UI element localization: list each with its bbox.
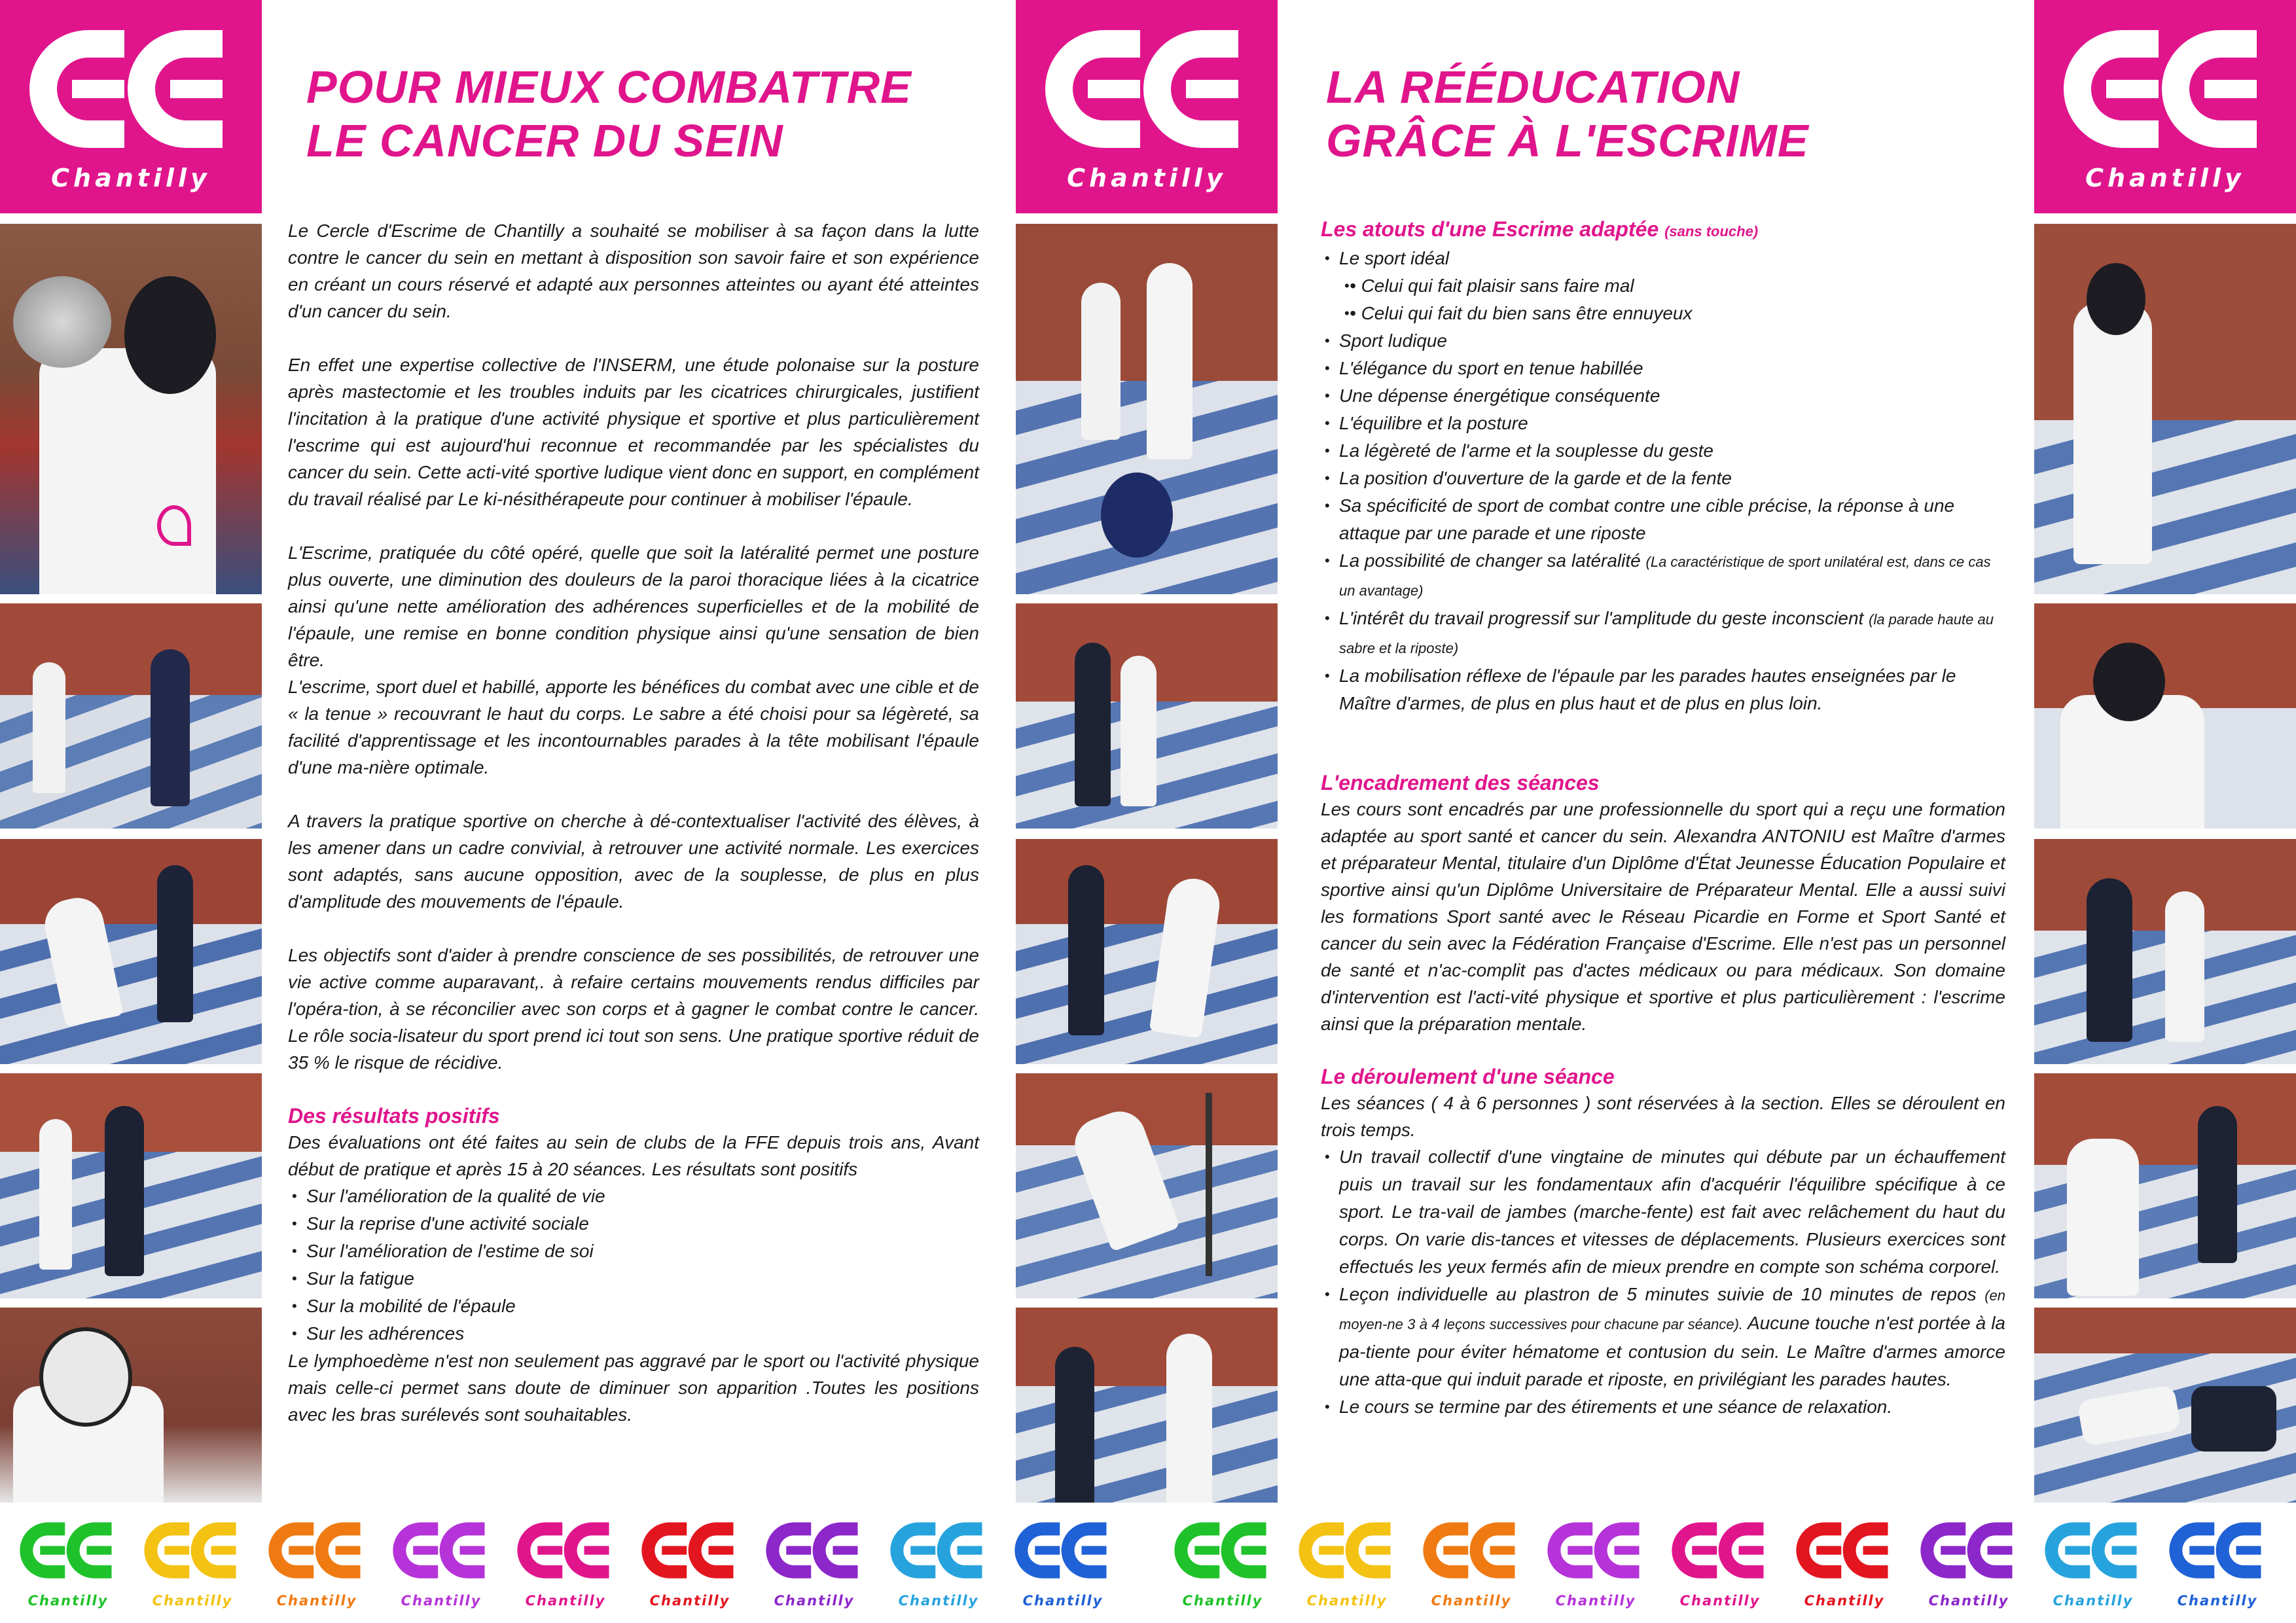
ce-logo-icon <box>267 1512 367 1589</box>
list-item: • La légèreté de l'arme et la souplesse du geste <box>1321 437 2005 465</box>
encadrement-paragraph: Les cours sont encadrés par une professionnelle du sport qui a reçu une formation adaptée au sport santé et cancer du sein. Alexandra ANTONIU est Maître d'armes et préparateur Mental, titulaire d'un Diplôme d'État Jeunesse Éducation Populaire et sportive ainsi qu'un Diplôme Universitaire de Préparateur Mental. Elle a aussi suivi les formations Sport santé avec le Réseau Picardie en Forme et Sport Santé et cancer du sein avec la Fédération Française d'Escrime. Elle n'est pas un personnel de santé et n'ac-complit pas d'actes médicaux ou para médicaux. Son domaine d'intervention est l'acti-vité physique et sportive et plus particulièrement : l'escrime ainsi que la préparation mentale. <box>1321 799 2005 1034</box>
atouts-list <box>1321 245 2005 717</box>
list-item: • Sport ludique <box>1321 327 2005 355</box>
deroulement-intro: Les séances ( 4 à 6 personnes ) sont réservées à la section. Elles se déroulent en trois temps. <box>1321 1093 2005 1140</box>
deroulement-heading: Le déroulement d'une séance <box>1321 1065 1615 1088</box>
list-subitem-text: • Celui qui fait du bien sans être ennuyeux <box>1350 303 1693 323</box>
ce-logo-icon <box>1173 1512 1272 1589</box>
bottom-logo-wordmark: Chantilly <box>774 1593 855 1609</box>
list-item: • L'élégance du sport en tenue habillée <box>1321 355 2005 382</box>
bottom-logo-wordmark: Chantilly <box>1182 1593 1263 1609</box>
right-page-title <box>1326 60 2013 168</box>
bottom-logo <box>1662 1512 1778 1616</box>
left-photo-strip <box>0 0 262 1503</box>
left-title-line-1: POUR MIEUX COMBATTRE <box>306 62 912 113</box>
left-title-line-2: LE CANCER DU SEIN <box>306 115 783 166</box>
logo-wordmark: Chantilly <box>51 164 211 192</box>
bottom-logo <box>135 1512 250 1616</box>
results-intro: Des évaluations ont été faites au sein de clubs de la FFE depuis trois ans, Avant début de pratique et après 15 à 20 séances. Les résultats sont positifs <box>288 1132 979 1179</box>
left-page-title <box>306 60 1000 168</box>
list-item: • Sur les adhérences <box>288 1320 979 1347</box>
practice-paragraph: A travers la pratique sportive on cherche à dé-contextualiser l'activité des élèves, à les amener dans un cadre convivial, à retrouver une activité normale. Les exercices sont adaptés, sans aucune opposition, avec de la souplesse, de plus en plus d'amplitude des mouvements de l'épaule. <box>288 811 979 912</box>
bottom-logo <box>632 1512 747 1616</box>
bottom-logo-wordmark: Chantilly <box>1431 1593 1512 1609</box>
list-item: • Sur la fatigue <box>288 1265 979 1293</box>
atouts-heading <box>1321 216 2005 245</box>
club-logo <box>2034 0 2296 213</box>
photo-fencer-parry <box>2034 603 2296 829</box>
bottom-logo <box>259 1512 374 1616</box>
photo-stretching-2 <box>2034 1308 2296 1503</box>
ce-logo-icon <box>18 1512 118 1589</box>
bottom-logo-wordmark: Chantilly <box>1555 1593 1636 1609</box>
bottom-logo <box>881 1512 996 1616</box>
ce-logo-icon <box>1919 1512 2018 1589</box>
ce-logo-icon <box>2168 1512 2267 1589</box>
bottom-logo-wordmark: Chantilly <box>2053 1593 2134 1609</box>
photo-class-6 <box>1016 839 1278 1064</box>
ce-logo-icon <box>2043 1512 2143 1589</box>
ce-logo-icon <box>764 1512 864 1589</box>
ce-logo-icon <box>1795 1512 1894 1589</box>
ce-logo-icon <box>1670 1512 1770 1589</box>
middle-photo-strip <box>1016 0 1278 1503</box>
photo-class-3 <box>0 1073 262 1298</box>
right-title-line-1: LA RÉÉDUCATION <box>1326 62 1740 113</box>
list-subitem <box>1321 300 2005 327</box>
list-item: • Le sport idéal <box>1321 245 2005 272</box>
bottom-logo <box>2036 1512 2151 1616</box>
results-heading: Des résultats positifs <box>288 1104 500 1128</box>
ce-logo-icon <box>1422 1512 1521 1589</box>
ce-logo-icon <box>1042 24 1251 154</box>
list-item-note: (La caractéristique de sport unilatéral est, dans ce cas un avantage) <box>1339 554 1991 599</box>
list-subitem <box>1321 272 2005 300</box>
photo-class-8 <box>1016 1308 1278 1503</box>
sabre-paragraph: L'escrime, sport duel et habillé, apporte les bénéfices du combat avec une cible et de « la tenue » recouvrant le haut du corps. Le sabre a été choisi pour sa légèreté, sa facilité d'apprentissage et les incontournables parades à la tête mobilisant l'épaule d'une ma-nière optimale. <box>288 677 979 777</box>
bottom-logo-wordmark: Chantilly <box>649 1593 730 1609</box>
list-item <box>1321 605 2005 662</box>
bottom-logo-wordmark: Chantilly <box>1928 1593 2009 1609</box>
ce-logo-icon <box>391 1512 491 1589</box>
list-item: • Sur l'amélioration de l'estime de soi <box>288 1238 979 1265</box>
bottom-logo-wordmark: Chantilly <box>525 1593 606 1609</box>
list-item <box>1321 1281 2005 1393</box>
intro-paragraph: Le Cercle d'Escrime de Chantilly a souhaité se mobiliser à sa façon dans la lutte contre le cancer du sein en mettant à disposition son savoir faire et son expérience en créant un cours réservé et adapté aux personnes atteintes ou ayant été atteintes d'un cancer du sein. <box>288 221 979 321</box>
list-item: • La mobilisation réflexe de l'épaule par les parades hautes enseignées par le Maître d'armes, de plus en plus haut et de plus en plus loin. <box>1321 662 2005 717</box>
bottom-logo <box>1005 1512 1121 1616</box>
encadrement-heading: L'encadrement des séances <box>1321 771 1600 794</box>
bottom-logo-wordmark: Chantilly <box>1306 1593 1388 1609</box>
right-title-line-2: GRÂCE À L'ESCRIME <box>1326 115 1809 166</box>
ce-logo-icon <box>1013 1512 1113 1589</box>
ce-logo-icon <box>889 1512 988 1589</box>
photo-class-9 <box>2034 839 2296 1064</box>
bottom-logo <box>1538 1512 1653 1616</box>
bottom-logo <box>1289 1512 1405 1616</box>
ce-logo-icon <box>1297 1512 1397 1589</box>
list-item-text: La possibilité de changer sa latéralité <box>1339 550 1641 571</box>
lymphoedeme-paragraph: Le lymphoedème n'est non seulement pas aggravé par le sport ou l'activité physique mais celle-ci permet sans doute de diminuer son apparition .Toutes les positions avec les bras surélevés sont souhaitables. <box>288 1351 979 1425</box>
photo-class-7 <box>1016 1073 1278 1298</box>
list-item: • Un travail collectif d'une vingtaine de minutes qui débute par un échauffement puis un travail sur les fondamentaux afin d'acquérir l'équilibre spécifique à ce sport. Le tra-vail de jambes (marche-fente) est fait avec relâchement du haut du corps. On varie dis-tances et vitesses de déplacements. Plusieurs exercices sont effectués les yeux fermés afin de mieux prendre en compte son schéma corporel. <box>1321 1143 2005 1281</box>
bottom-logo-wordmark: Chantilly <box>27 1593 109 1609</box>
list-item: • La position d'ouverture de la garde et de la fente <box>1321 465 2005 492</box>
photo-class-1 <box>0 603 262 829</box>
list-item: • Sur l'amélioration de la qualité de vie <box>288 1183 979 1210</box>
bottom-logo-wordmark: Chantilly <box>2177 1593 2258 1609</box>
bottom-logo-wordmark: Chantilly <box>276 1593 357 1609</box>
objectives-paragraph: Les objectifs sont d'aider à prendre conscience de ses possibilités, de retrouver une vie active comme auparavant,. à refaire certains mouvements rendus difficiles par l'opéra-tion, à se réconcilier avec son corps et à gagner le combat contre le cancer. Le rôle socia-lisateur du sport prend ici tout son sens. Une pratique sportive réduit de 35 % le risque de récidive. <box>288 945 979 1073</box>
bottom-logo-wordmark: Chantilly <box>401 1593 482 1609</box>
ce-logo-icon <box>26 24 236 154</box>
bottom-logo <box>10 1512 126 1616</box>
list-item <box>1321 547 2005 605</box>
ce-logo-icon <box>2060 24 2270 154</box>
bottom-logo <box>2160 1512 2275 1616</box>
bottom-logo-wordmark: Chantilly <box>1679 1593 1761 1609</box>
logo-wordmark: Chantilly <box>1067 164 1227 192</box>
bottom-logo <box>1911 1512 2026 1616</box>
club-logo <box>1016 0 1278 213</box>
list-item-text: L'intérêt du travail progressif sur l'amplitude du geste inconscient <box>1339 608 1864 628</box>
photo-class-4 <box>1016 224 1278 594</box>
list-item: • Le cours se termine par des étirements et une séance de relaxation. <box>1321 1393 2005 1421</box>
right-text-column <box>1321 216 2005 1421</box>
photo-fencer-portrait <box>0 224 262 594</box>
ce-logo-icon <box>143 1512 242 1589</box>
ce-logo-icon <box>516 1512 615 1589</box>
bottom-logo <box>508 1512 623 1616</box>
bottom-logo <box>1787 1512 1902 1616</box>
inserm-paragraph: En effet une expertise collective de l'INSERM, une étude polonaise sur la posture après mastectomie et les troubles induits par les cicatrices chirurgicales, justifient l'incitation à la pratique d'une activité physique et sportive et plus particulièrement l'escrime qui est aujourd'hui reconnue et recommandée par les spécialistes du cancer du sein. Cette acti-vité sportive ludique vient donc en support, en complément du travail réalisé par Le ki-nésithérapeute pour continuer à mobiliser l'épaule. <box>288 355 979 509</box>
results-list <box>288 1183 979 1347</box>
right-photo-strip <box>2034 0 2296 1503</box>
bottom-logo-wordmark: Chantilly <box>152 1593 233 1609</box>
bottom-logo <box>1414 1512 1529 1616</box>
bottom-logo <box>1165 1512 1280 1616</box>
logo-wordmark: Chantilly <box>2085 164 2245 192</box>
photo-fencer-closeup <box>0 1308 262 1503</box>
photo-fencer-attack <box>2034 224 2296 594</box>
photo-stretching-1 <box>2034 1073 2296 1298</box>
list-subitem-text: • Celui qui fait plaisir sans faire mal <box>1350 276 1634 296</box>
ce-logo-icon <box>1546 1512 1645 1589</box>
posture-paragraph: L'Escrime, pratiquée du côté opéré, quelle que soit la latéralité permet une posture plus ouverte, une diminution des douleurs de la paroi thoracique liées à la cicatrice ainsi qu'une nette amélioration des adhérences superficielles et de la mobilité de l'épaule, une remise en bonne condition physique ainsi qu'une sensation de bien être. <box>288 543 979 670</box>
list-item-note: (en moyen-ne 3 à 4 leçons successives pour chacune par séance). <box>1339 1287 2006 1332</box>
bottom-logo-wordmark: Chantilly <box>1804 1593 1885 1609</box>
list-item: • Sur la mobilité de l'épaule <box>288 1293 979 1320</box>
list-item: • Sur la reprise d'une activité sociale <box>288 1210 979 1238</box>
deroulement-list <box>1321 1143 2005 1421</box>
ce-logo-icon <box>640 1512 740 1589</box>
photo-class-2 <box>0 839 262 1064</box>
list-item-text: Leçon individuelle au plastron de 5 minutes suivie de 10 minutes de repos <box>1339 1284 1977 1304</box>
list-item-text-rest: Aucune touche n'est portée à la pa-tiente pour éviter hématome et contusion du sein. Le Maître d'armes amorce une atta-que qui induit parade et riposte, en privilégiant les parades hautes. <box>1339 1313 2005 1389</box>
list-item-note: (la parade haute au sabre et la riposte) <box>1339 611 1994 656</box>
atouts-heading-text: Les atouts d'une Escrime adaptée <box>1321 217 1659 241</box>
club-logo <box>0 0 262 213</box>
left-text-column <box>288 217 979 1455</box>
list-item: • Sa spécificité de sport de combat contre une cible précise, la réponse à une attaque par une parade et une riposte <box>1321 492 2005 547</box>
bottom-logo-wordmark: Chantilly <box>1022 1593 1103 1609</box>
bottom-logo <box>384 1512 499 1616</box>
photo-class-5 <box>1016 603 1278 829</box>
bottom-logo-wordmark: Chantilly <box>898 1593 979 1609</box>
list-item: • L'équilibre et la posture <box>1321 410 2005 437</box>
atouts-heading-note: (sans touche) <box>1664 223 1759 240</box>
list-item: • Une dépense énergétique conséquente <box>1321 382 2005 410</box>
bottom-logo <box>757 1512 872 1616</box>
